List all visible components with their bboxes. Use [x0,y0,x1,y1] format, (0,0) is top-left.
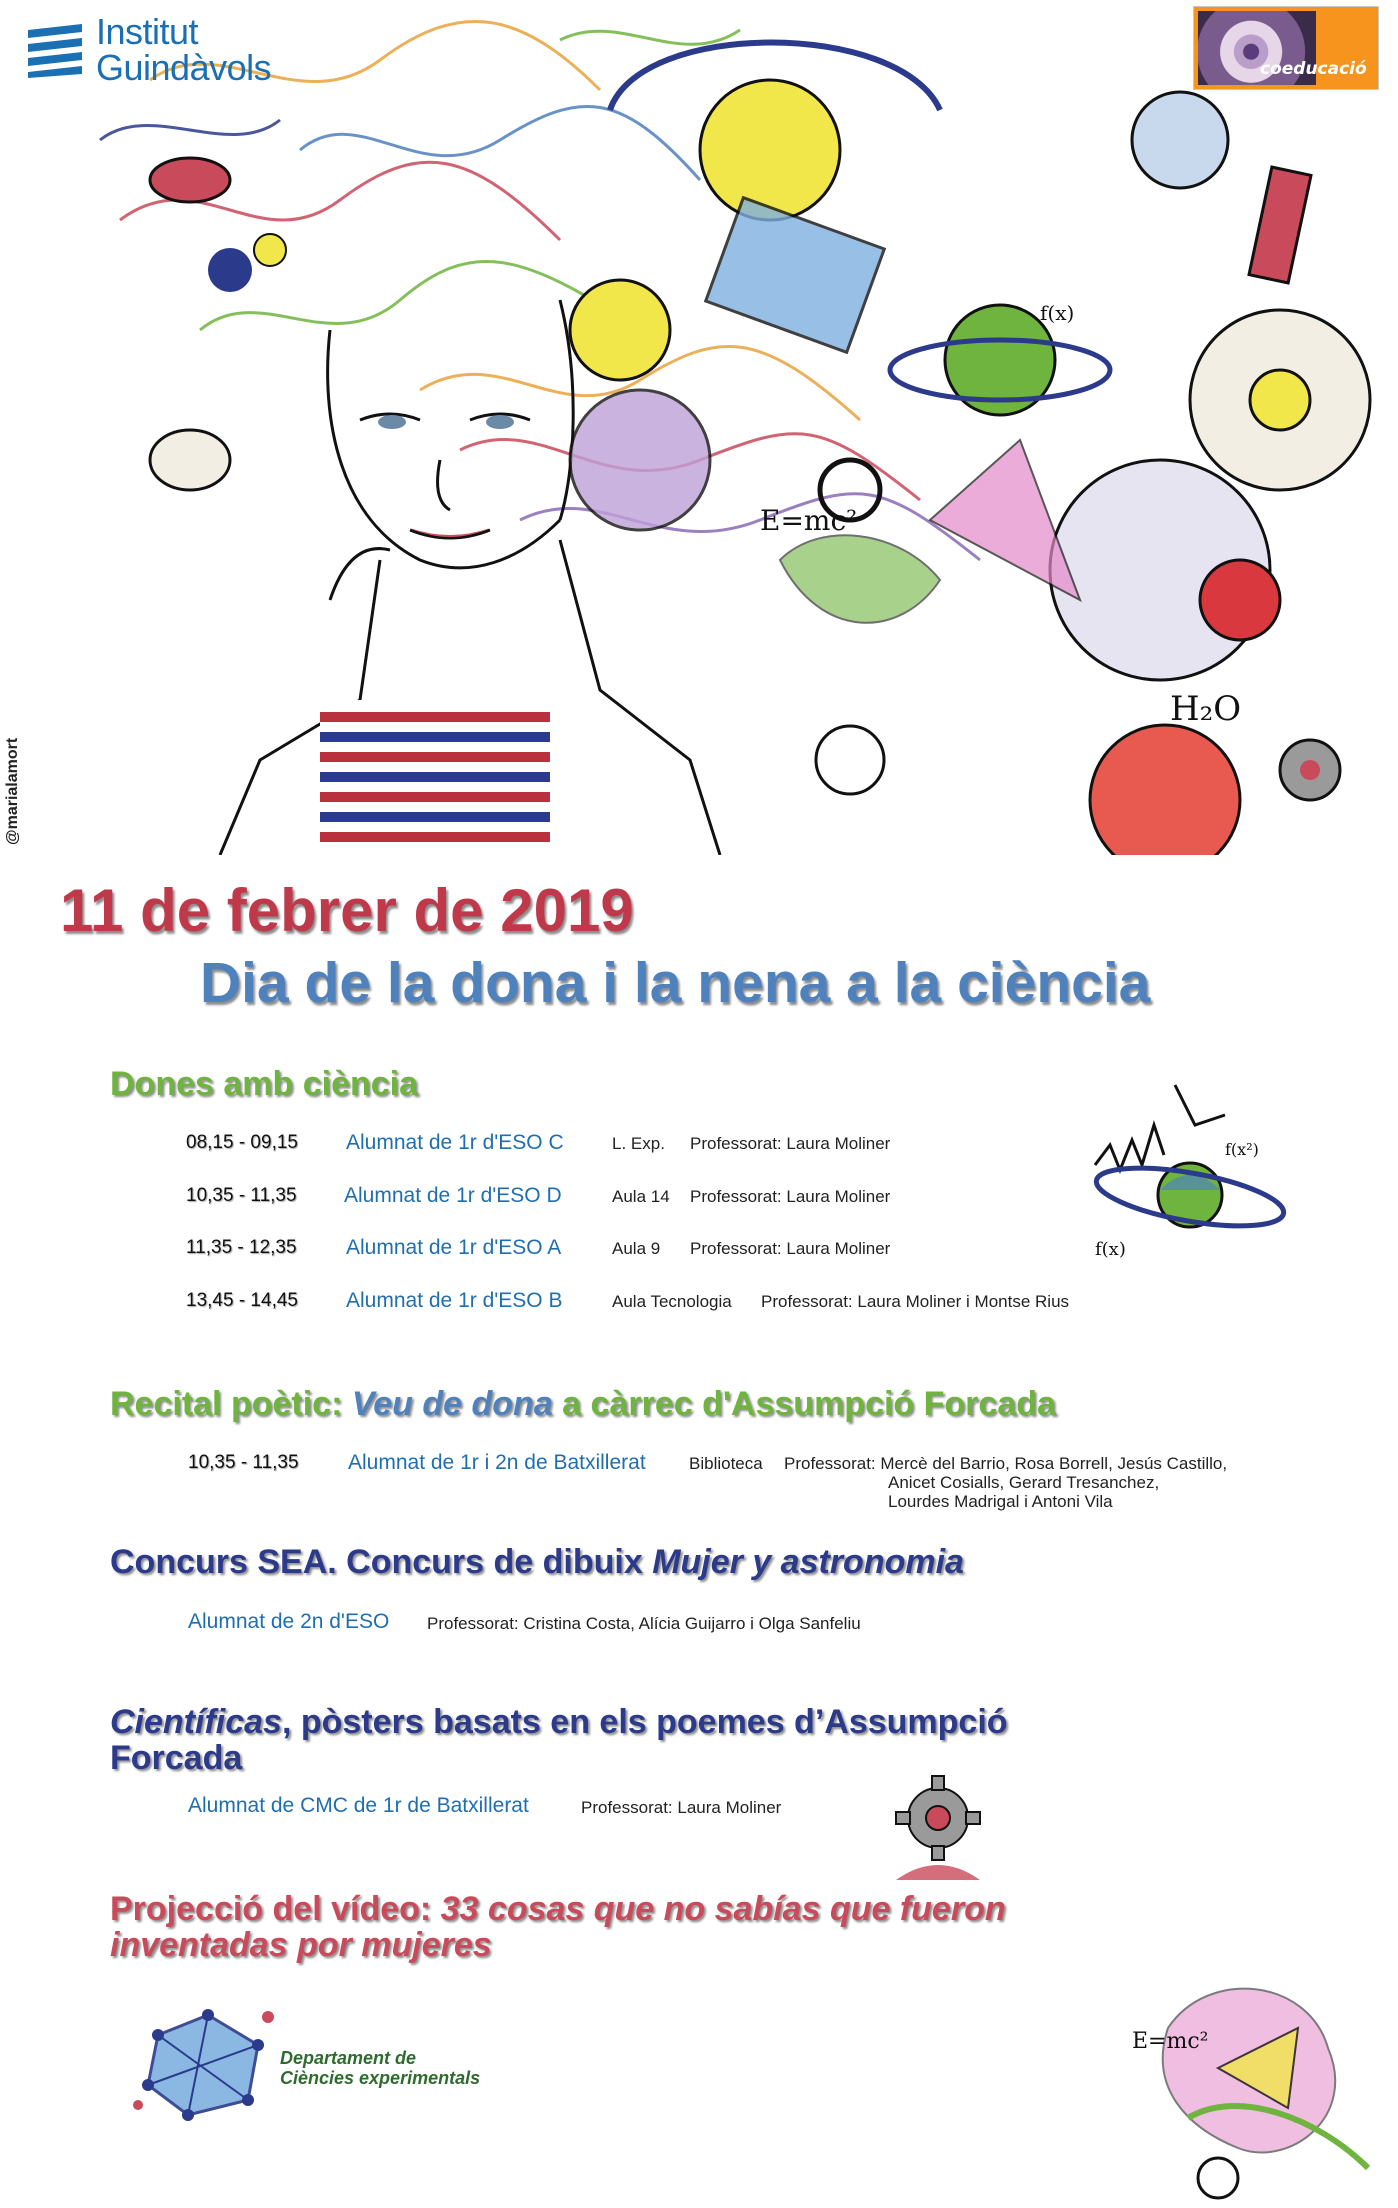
gear-icon [888,1770,988,1885]
row-time: 10,35 - 11,35 [188,1452,299,1473]
svg-text:E=mc²: E=mc² [1132,2029,1209,2054]
row-group: Alumnat de 2n d'ESO [188,1610,390,1633]
row-teacher: Professorat: Laura Moliner [581,1798,782,1817]
section-title-projeccio [110,1890,1006,1928]
institute-logo-icon [26,22,84,78]
projeccio-title-italic-line1: 33 cosas que no sabías que fueron [440,1890,1006,1928]
row-group: Alumnat de CMC de 1r de Batxillerat [188,1794,529,1817]
row-teacher-line2: Anicet Cosialls, Gerard Tresanchez, [888,1473,1160,1492]
concurs-title-prefix: Concurs SEA. Concurs de dibuix [110,1543,653,1581]
row-teacher: Professorat: Laura Moliner i Montse Rius [761,1292,1070,1311]
row-teacher: Professorat: Laura Moliner [690,1134,891,1153]
row-group: Alumnat de 1r d'ESO B [346,1289,563,1312]
row-room: Aula 9 [612,1239,661,1258]
concurs-title-italic: Mujer y astronomia [652,1543,964,1581]
row-time: 08,15 - 09,15 [186,1132,298,1153]
row-group: Alumnat de 1r i 2n de Batxillerat [348,1451,646,1474]
department-label-line1: Departament de [280,2048,417,2068]
row-room: Aula 14 [612,1187,670,1206]
row-group: Alumnat de 1r d'ESO A [346,1236,562,1259]
section-title-concurs [110,1543,964,1581]
svg-text:f(x): f(x) [1095,1239,1126,1260]
department-label [280,2048,480,2088]
svg-text:f(x²): f(x²) [1225,1140,1259,1159]
scientist-woman-illustration [0,0,1398,855]
row-time: 10,35 - 11,35 [186,1185,297,1206]
planet-function-icon [1075,1075,1295,1265]
section-title-dones: Dones amb ciència [110,1065,419,1103]
institut-guindavols-logo [26,10,316,88]
row-time: 13,45 - 14,45 [186,1290,298,1311]
svg-text:E=mc²: E=mc² [760,504,858,537]
row-teacher: Professorat: Laura Moliner [690,1239,891,1258]
recital-title-italic: Veu de dona [351,1385,553,1423]
header-illustration [0,0,1398,855]
cientificas-title-line1: , pòsters basats en els poemes d’Assumpció [281,1703,1008,1741]
row-room: Biblioteca [689,1454,763,1473]
institute-logo-text: Institut Guindàvols [96,11,272,88]
coeducacio-logo-text: coeducació [1260,59,1367,79]
row-group: Alumnat de 1r d'ESO C [346,1131,564,1154]
row-time: 11,35 - 12,35 [186,1237,297,1258]
coeducacio-logo [1193,6,1379,90]
section-title-cientificas-line2: Forcada [110,1739,243,1777]
department-label-line2: Ciències experimentals [280,2068,481,2088]
svg-text:f(x): f(x) [1040,301,1075,325]
svg-text:H₂O: H₂O [1170,689,1242,729]
projeccio-title-prefix: Projecció del vídeo: [110,1890,441,1928]
flower-equation-icon [1128,1968,1378,2203]
row-room: L. Exp. [612,1134,665,1153]
row-teacher: Professorat: Cristina Costa, Alícia Guijarro i Olga Sanfeliu [427,1614,861,1633]
event-title: Dia de la dona i la nena a la ciència [200,951,1151,1015]
recital-title-suffix: a càrrec d'Assumpció Forcada [552,1385,1056,1423]
section-title-recital [110,1385,1056,1423]
cientificas-title-italic: Científicas [110,1703,282,1741]
row-teacher-line3: Lourdes Madrigal i Antoni Vila [888,1492,1113,1511]
row-teacher: Professorat: Laura Moliner [690,1187,891,1206]
section-title-cientificas [110,1703,1008,1741]
recital-title-prefix: Recital poètic: [110,1385,352,1423]
molecule-crystal-icon [128,2005,288,2125]
row-room: Aula Tecnologia [612,1292,732,1311]
row-group: Alumnat de 1r d'ESO D [344,1184,562,1207]
row-teacher-line1: Professorat: Mercè del Barrio, Rosa Borrell, Jesús Castillo, [784,1454,1228,1473]
section-title-projeccio-line2 [110,1926,492,1964]
illustration-credit: @marialamort [4,737,21,845]
event-date: 11 de febrer de 2019 [60,877,634,944]
projeccio-title-italic-line2: inventadas por mujeres [110,1926,492,1964]
